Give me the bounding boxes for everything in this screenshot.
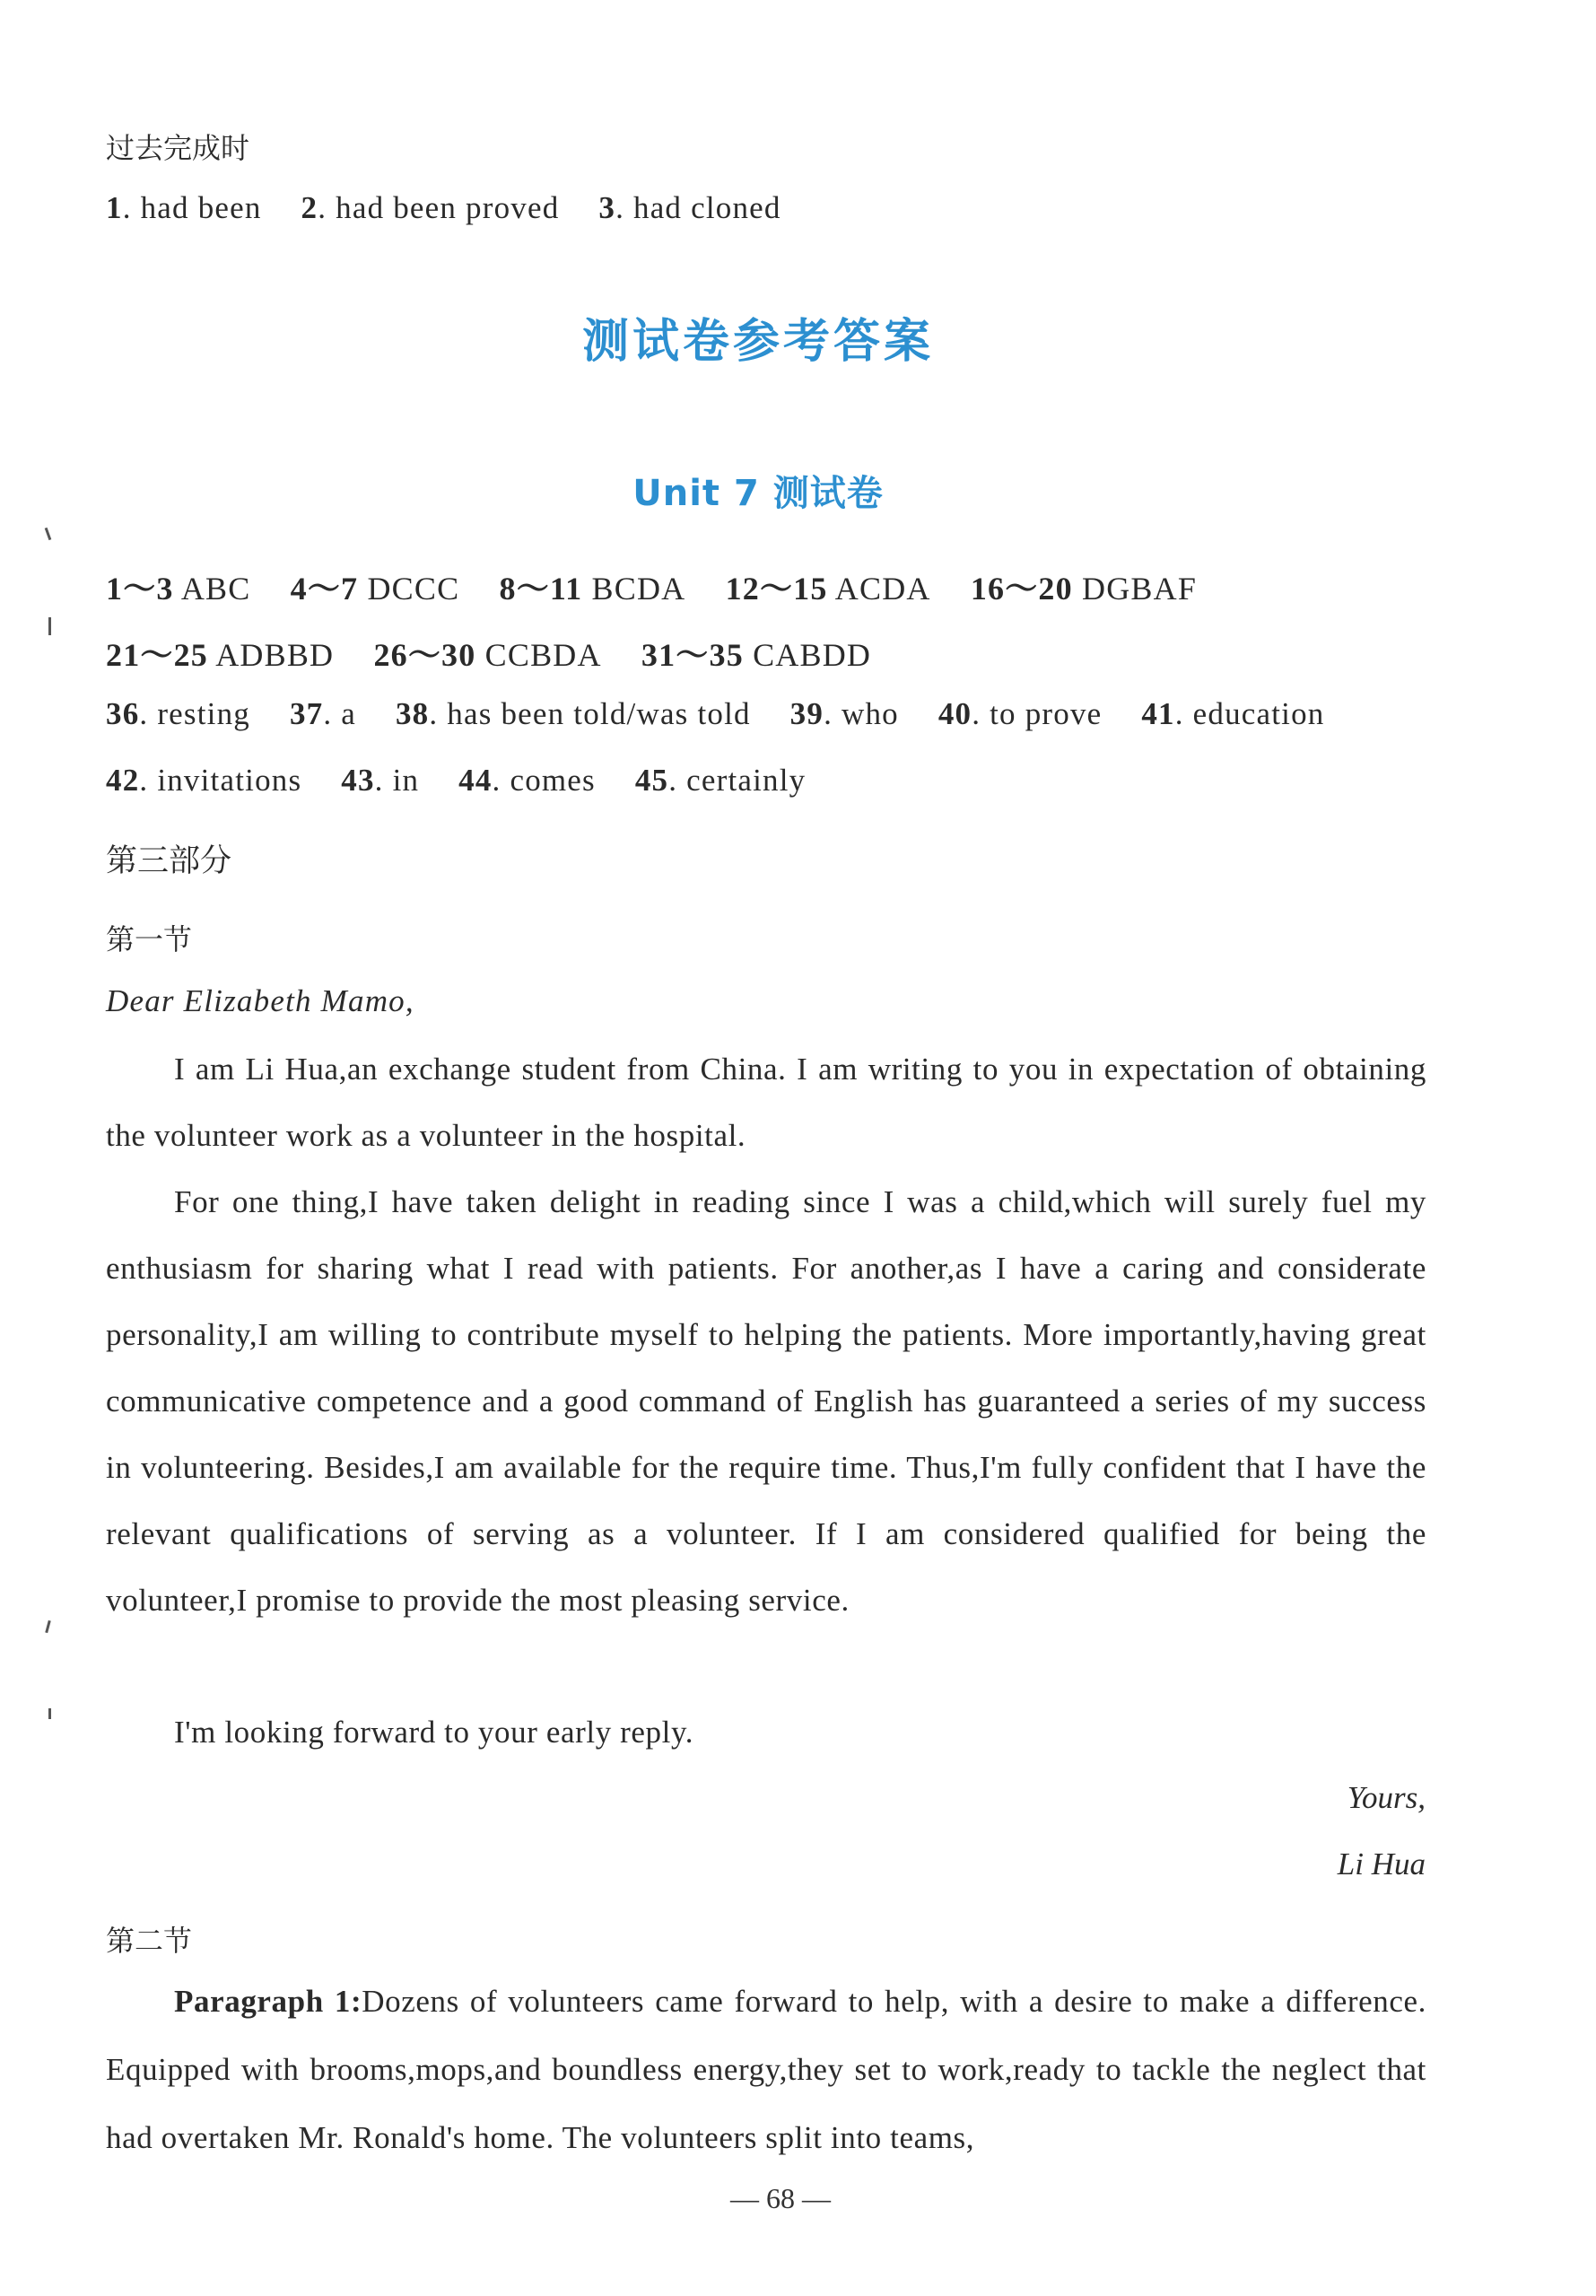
answer-item: 37. a [289,696,356,731]
section2-heading: 第二节 [106,1924,193,1958]
answer-item: 21～25 ADBBD [106,637,335,673]
letter-paragraph-3: I'm looking forward to your early reply. [174,1715,694,1750]
past-perfect-answers [106,190,781,226]
answer-item: 42. invitations [106,763,302,798]
answer-item: 41. education [1141,696,1325,731]
margin-mark [48,617,51,635]
margin-mark [45,1620,51,1633]
paragraph-label: Paragraph 1: [174,1984,362,2019]
letter-paragraph-2: For one thing,I have taken delight in reading since I was a child,which will surely fuel my enthusiasm for sharing what I read with patients. For another,as I have a caring and considerate personality,I am willing to contribute myself to helping the patients. More importantly,having great communicative competence and a good command of English has guaranteed a series of my success in volunteering. Besides,I am available for the require time. Thus,I'm fully confident that I have the relevant qualifications of serving as a volunteer. If I am considered qualified for being the volunteer,I promise to provide the most pleasing service. [106,1184,1426,1618]
part3-heading: 第三部分 [106,843,232,879]
section2-paragraph [106,1968,1426,2172]
answer-row-1 [106,563,1197,609]
answer-item: 26～30 CCBDA [373,637,602,673]
answer-item: 8～11 BCDA [499,571,686,607]
answer-row-3 [106,696,1325,732]
letter-closing: Yours, [1347,1780,1426,1815]
answer-item: 31～35 CABDD [641,637,872,673]
page-title: 测试卷参考答案 [581,315,934,369]
answer-row-4 [106,763,806,799]
answer-item: 1. had been [106,190,262,225]
page-number: — 68 — [730,2182,831,2214]
paragraph-text: Dozens of volunteers came forward to help, with a desire to make a difference. Equipped with brooms,mops,and boundless energy,they set to work,ready to tackle the neglect that had overtaken Mr. Ronald's home. The volunteers split into teams, [106,1984,1426,2155]
answer-item: 40. to prove [938,696,1103,731]
answer-item: 38. has been told/was told [395,696,751,731]
answer-item: 4～7 DCCC [290,571,460,607]
answer-row-2 [106,630,871,676]
answer-item: 2. had been proved [301,190,560,225]
letter-salutation: Dear Elizabeth Mamo, [106,983,414,1018]
answer-item: 16～20 DGBAF [970,571,1198,607]
margin-mark [48,1708,51,1719]
unit-title: Unit 7 测试卷 [632,473,884,514]
section1-heading: 第一节 [106,922,193,956]
letter-signature: Li Hua [1337,1846,1426,1881]
answer-item: 43. in [341,763,420,798]
answer-item: 12～15 ACDA [725,571,931,607]
answer-item: 3. had cloned [598,190,781,225]
past-perfect-heading: 过去完成时 [106,131,250,165]
answer-item: 44. comes [458,763,596,798]
letter-paragraph-1: I am Li Hua,an exchange student from China. I am writing to you in expectation of obtaining the volunteer work as a volunteer in the hospital. [106,1052,1426,1153]
answer-item: 1～3 ABC [106,571,251,607]
answer-item: 39. who [789,696,899,731]
answer-item: 36. resting [106,696,250,731]
margin-mark [45,528,52,540]
answer-item: 45. certainly [634,763,807,798]
